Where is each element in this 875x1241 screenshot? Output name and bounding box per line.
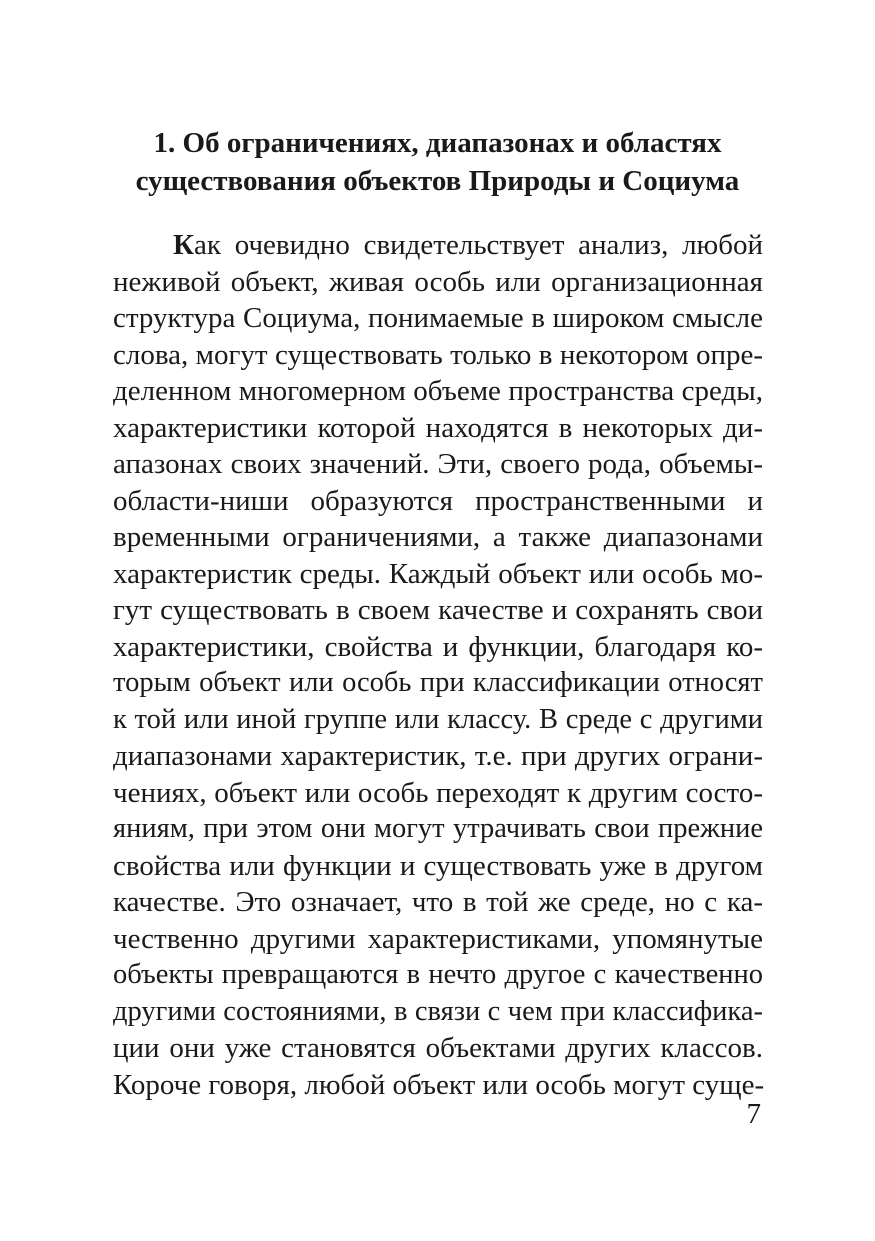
text-line: апазонах своих значений. Эти, своего рода, объемы- <box>113 448 763 480</box>
text-line: объекты превращаются в нечто другое с качественно <box>113 959 763 990</box>
text-line: Короче говоря, любой объект или особь могут суще- <box>113 1068 765 1101</box>
heading-line: 1. Об ограничениях, диапазонах и областях <box>153 127 722 159</box>
text-line: структура Социума, понимаемые в широком смысле <box>113 302 763 334</box>
first-line <box>113 227 763 264</box>
text-line: к той или иной группе или классу. В среде с другими <box>113 703 763 735</box>
text-line: диапазонами характеристик, т.е. при других ограни- <box>113 740 763 772</box>
text-line: качестве. Это означает, что в той же среде, но с ка- <box>113 886 763 918</box>
text-line: временными ограничениями, а также диапазонами <box>113 521 763 553</box>
heading-line: существования объектов Природы и Социума <box>135 165 740 197</box>
text-line: деленном многомерном объеме пространства среды, <box>113 375 763 407</box>
text-line: чениях, объект или особь переходят к другим состо- <box>113 776 763 809</box>
text-line: гут существовать в своем качестве и сохранять свои <box>113 594 763 626</box>
text-line: области-ниши образуются пространственными и <box>113 484 763 517</box>
text-line: слова, могут существовать только в некотором опре- <box>113 338 763 371</box>
page-number: 7 <box>746 1098 761 1130</box>
text-line: характеристики которой находятся в некоторых ди- <box>113 411 763 444</box>
text-line: торым объект или особь при классификации относят <box>113 667 763 698</box>
text-line: другими состояниями, в связи с чем при классифика- <box>113 995 763 1027</box>
text-line: яниям, при этом они могут утрачивать свои прежние <box>113 813 763 844</box>
text-line: свойства или функции и существовать уже в другом <box>113 849 763 882</box>
text-line: характеристик среды. Каждый объект или особь мо- <box>113 557 763 590</box>
text-line: характеристики, свойства и функции, благодаря ко- <box>113 630 763 663</box>
first-line-text: ак очевидно свидетельствует анализ, любой <box>194 229 763 261</box>
drop-cap: К <box>173 229 195 261</box>
text-line: ции они уже становятся объектами других классов. <box>113 1032 763 1064</box>
chapter-heading <box>100 124 775 200</box>
text-line: неживой объект, живая особь или организационная <box>113 265 763 298</box>
text-line: чественно другими характеристиками, упомянутые <box>113 922 763 955</box>
body-paragraph <box>113 227 763 1103</box>
